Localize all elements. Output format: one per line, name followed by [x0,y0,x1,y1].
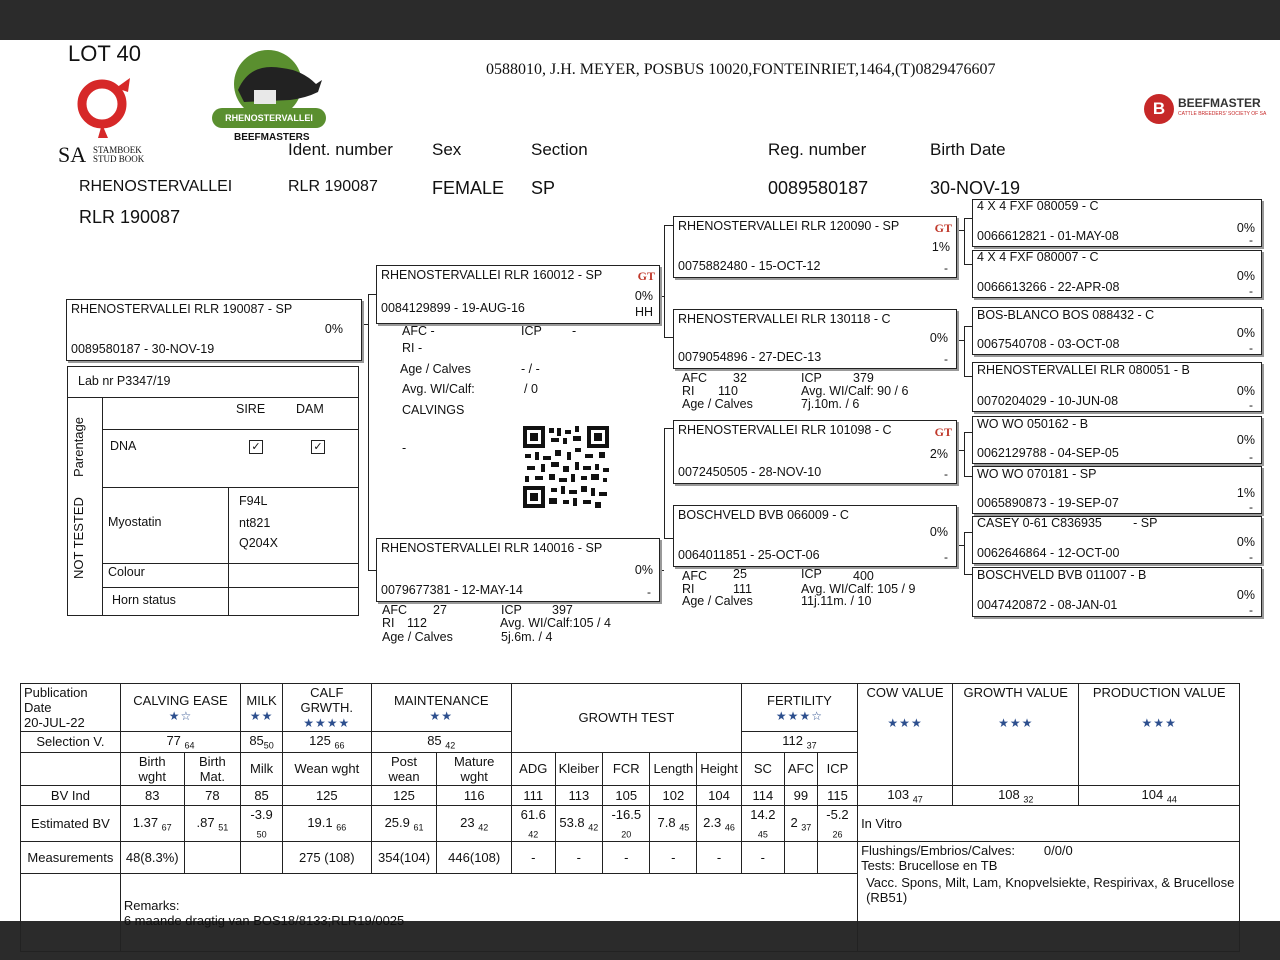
gt-icon: GT [934,221,952,235]
selection-label: Selection V. [21,732,121,753]
remarks-text: 6 maande dragtig van BOS18/8133;RLR19/0025 [123,912,405,928]
ebv-label: Estimated BV [21,806,121,842]
divider [102,487,358,488]
ggp-title: CASEY 0-61 C836935 - SP [977,516,1158,530]
subject-box [66,299,362,361]
gp-afc-label: AFC [682,569,707,583]
ebv-value: .87 $_{51}$ [184,806,241,842]
production-value-stars: ★★★ [1141,716,1177,730]
gp-title: BOSCHVELD BVB 066009 - C [678,508,849,522]
ggp-reg: 0066612821 - 01-MAY-08 [977,229,1119,243]
measurement-value [784,841,817,874]
sire-reg: 0084129899 - 19-AUG-16 [381,301,525,315]
measurement-value: - [511,841,555,874]
horn-label: Horn status [112,593,176,607]
gp-reg: 0064011851 - 25-OCT-06 [678,548,820,562]
blank-cell [21,752,121,785]
calving-ease-header [120,684,240,732]
sire-icp-label: ICP [521,324,542,338]
milk-stars: ★★ [249,708,274,723]
beefmaster-sub: CATTLE BREEDERS' SOCIETY OF SA [1178,111,1267,117]
growth-test-header: GROWTH TEST [511,684,741,753]
maintenance-stars: ★★ [429,708,454,723]
animal-ident: RLR 190087 [288,178,378,195]
sire-title: RHENOSTERVALLEI RLR 160012 - SP [381,268,603,282]
section-header: Section [531,140,588,159]
ggp-dash: - [1249,284,1253,298]
column-header: Height [697,752,742,785]
ebv-value: 7.8 $_{45}$ [650,806,697,842]
connector [368,294,369,570]
bv-value: 111 [511,785,555,806]
ggp-title: 4 X 4 FXF 080059 - C [977,199,1099,213]
sire-icp: - [572,324,577,338]
ggp-dash: - [1249,341,1253,355]
column-header: ADG [511,752,555,785]
bv-cow-value: 103 $_{47}$ [858,785,953,806]
vaccination-cell [858,874,1240,952]
sire-calvings: CALVINGS [402,403,465,417]
measurement-value: - [741,841,784,874]
selection-fert: 112 $_{37}$ [741,732,857,753]
ggp-dash: - [1249,398,1253,412]
grandparent-box [673,216,957,278]
lab-number: Lab nr P3347/19 [78,374,171,388]
dam-ri: 112 [407,616,427,630]
connector [664,428,673,429]
myostatin-q204x: Q204X [239,536,278,550]
ggp-reg: 0066613266 - 22-APR-08 [977,280,1120,294]
sire-box [376,265,660,324]
dam-dna-checkbox: ✓ [311,440,325,454]
column-header: Wean wght [282,752,371,785]
bv-row [21,785,1240,806]
sire-dna-checkbox: ✓ [249,440,263,454]
bv-value: 114 [741,785,784,806]
not-tested-label: NOT TESTED [71,497,86,579]
measurement-value: 354(104) [371,841,437,874]
dna-label: DNA [110,439,137,453]
bv-value: 116 [437,785,511,806]
great-grandparent-box [972,362,1262,412]
bv-value: 102 [650,785,697,806]
gp-title: RHENOSTERVALLEI RLR 101098 - C [678,423,892,437]
grandparent-box [673,505,957,567]
connector [964,476,972,477]
dam-age: 5j.6m. / 4 [501,630,553,644]
ggp-dash: - [1249,450,1253,464]
sex-header: Sex [432,140,462,159]
lot-number: LOT 40 [68,41,141,66]
sire-afc: AFC - [402,324,435,338]
gp-dash: - [944,352,948,366]
fertility-header [741,684,857,732]
connector [964,218,965,264]
measurement-value [241,841,283,874]
gp-avg: Avg. WI/Calf: 105 / 9 [801,582,916,596]
owner-details: 0588010, J.H. MEYER, POSBUS 10020,FONTEINRIET,1464,(T)0829476607 [486,61,996,78]
cow-value-label: COW VALUE [866,685,944,700]
sire-avg: / 0 [524,382,538,396]
connector [368,570,376,571]
fertility-label: FERTILITY [767,692,832,708]
ggp-title: BOS-BLANCO BOS 088432 - C [977,308,1155,322]
ebv-value: 19.1 $_{66}$ [282,806,371,842]
flushings-value: 0/0/0 [1043,842,1073,858]
column-header: FCR [603,752,650,785]
gp-ri-label: RI [682,582,695,596]
connector [964,574,972,575]
farm-sub: BEEFMASTERS [234,132,310,143]
gp-ri: 110 [718,384,738,398]
ebv-value: -5.2 $_{26}$ [817,806,857,842]
studbook-text1: STAMBOEK [93,145,142,155]
myostatin-label: Myostatin [108,515,162,529]
gp-dash: - [944,467,948,481]
selection-milk: $85_{50}$ [241,732,283,753]
production-value-header [1079,684,1240,786]
animal-name: RHENOSTERVALLEI [79,178,233,195]
great-grandparent-box [972,466,1262,514]
studbook-symbol-icon [58,76,158,142]
connector [964,532,972,533]
column-header: Milk [241,752,283,785]
flushings-label: Flushings/Embrios/Calves: [861,842,1015,858]
dam-avg: Avg. WI/Calf:105 / 4 [500,616,611,630]
ggp-pct: 1% [1236,486,1255,500]
gt-icon: GT [934,425,952,439]
ebv-value: 25.9 $_{61}$ [371,806,437,842]
dam-age-label: Age / Calves [382,630,453,644]
ebv-value: 2.3 $_{46}$ [697,806,742,842]
gp-icp-label: ICP [801,371,822,385]
production-value-label: PRODUCTION VALUE [1092,685,1226,700]
connector [664,225,673,226]
column-header: Length [650,752,697,785]
qr-code-icon [523,426,609,508]
sire-hh: HH [634,305,653,319]
top-bar [0,0,1280,40]
dam-dash: - [647,585,651,599]
sire-label: SIRE [236,402,266,416]
ggp-reg: 0067540708 - 03-OCT-08 [977,337,1120,351]
flushings-cell [858,841,1240,874]
gp-ri-label: RI [682,384,695,398]
ggp-dash: - [1249,233,1253,247]
connector [664,538,673,539]
gp-pct: 2% [929,447,948,461]
measurement-value: 446(108) [437,841,511,874]
ebv-value: -3.9 $_{50}$ [241,806,283,842]
calving-ease-label: CALVING EASE [133,692,228,708]
animal-birth: 30-NOV-19 [930,178,1021,198]
subject-reg: 0089580187 - 30-NOV-19 [71,342,215,356]
publication-cell [21,684,121,732]
measurement-value [817,841,857,874]
great-grandparent-box [972,307,1262,355]
measurement-value: - [697,841,742,874]
in-vitro-label: In Vitro [858,806,1240,842]
farm-logo [210,40,330,148]
myostatin-f94l: F94L [239,494,268,508]
birth-header: Birth Date [930,140,1006,159]
connector [964,326,972,327]
dam-afc: 27 [433,603,447,617]
gp-avg: Avg. WI/Calf: 90 / 6 [801,384,909,398]
ggp-reg: 0062129788 - 04-SEP-05 [977,446,1119,460]
ident-header: Ident. number [288,140,393,159]
great-grandparent-box [972,516,1262,564]
studbook-logo [58,76,158,166]
sire-pct: 0% [634,289,653,303]
measurement-value: 48(8.3%) [120,841,184,874]
growth-value-header [953,684,1079,786]
ebv-value: 14.2 $_{45}$ [741,806,784,842]
divider [68,397,358,398]
ggp-title: RHENOSTERVALLEI RLR 080051 - B [977,363,1190,377]
ggp-pct: 0% [1236,588,1255,602]
blank-cell [21,874,121,952]
dam-icp-label: ICP [501,603,522,617]
connector [964,432,972,433]
great-grandparent-box [972,567,1262,617]
subject-title: RHENOSTERVALLEI RLR 190087 - SP [71,302,293,316]
pub-label: Publication Date [24,685,88,715]
great-grandparent-box [972,250,1262,298]
column-header: Birth wght [120,752,184,785]
connector [964,264,972,265]
bv-value: 125 [282,785,371,806]
gp-age: 7j.10m. / 6 [801,397,860,411]
gp-afc: 25 [733,567,747,581]
dam-pct: 0% [634,563,653,577]
gp-pct: 0% [929,525,948,539]
divider [102,587,358,588]
sire-ri: RI - [402,341,423,355]
measurement-value [184,841,241,874]
measurement-value: - [650,841,697,874]
cow-value-stars: ★★★ [887,716,923,730]
ggp-dash: - [1249,603,1253,617]
divider [102,429,358,430]
dam-ri-label: RI [382,616,395,630]
gp-icp: 400 [853,569,874,583]
gp-reg: 0079054896 - 27-DEC-13 [678,350,822,364]
animal-reg: 0089580187 [768,178,869,198]
ebv-value: -16.5 $_{20}$ [603,806,650,842]
ebv-value: 61.6 $_{42}$ [511,806,555,842]
connector [964,326,965,376]
measurement-value: - [555,841,602,874]
meas-label: Measurements [21,841,121,874]
gp-age-label: Age / Calves [682,397,753,411]
sire-avg-label: Avg. WI/Calf: [402,382,475,396]
column-header: SC [741,752,784,785]
connector [964,376,972,377]
sire-age-label: Age / Calves [400,362,471,376]
ebv-value: 1.37 $_{67}$ [120,806,184,842]
bv-value: 78 [184,785,241,806]
animal-section: SP [531,178,556,198]
tests-text: Tests: Brucellose en TB [861,857,998,873]
performance-table [20,683,1240,952]
great-grandparent-box [972,199,1262,247]
milk-label: MILK [246,692,277,708]
column-header: AFC [784,752,817,785]
selection-ce: 77 $_{64}$ [120,732,240,753]
maintenance-header [371,684,511,732]
gp-title: RHENOSTERVALLEI RLR 120090 - SP [678,219,900,233]
ggp-pct: 0% [1236,326,1255,340]
divider [102,563,358,564]
reg-header: Reg. number [768,140,867,159]
measurements-row [21,841,1240,874]
beefmaster-b-icon: B [1144,94,1174,124]
ebv-value: 2 $_{37}$ [784,806,817,842]
pub-date: 20-JUL-22 [24,715,85,730]
great-grandparent-box [972,416,1262,464]
ggp-pct: 0% [1236,535,1255,549]
column-header: Kleiber [555,752,602,785]
connector [368,294,376,295]
gp-afc: 32 [733,371,747,385]
gt-icon: GT [637,269,655,283]
connector [664,337,673,338]
gp-title: RHENOSTERVALLEI RLR 130118 - C [678,312,891,326]
dam-afc-label: AFC [382,603,407,617]
bv-value: 115 [817,785,857,806]
ebv-value: 53.8 $_{42}$ [555,806,602,842]
dam-reg: 0079677381 - 12-MAY-14 [381,583,523,597]
maintenance-label: MAINTENANCE [393,692,489,708]
bv-value: 85 [241,785,283,806]
gp-reg: 0072450505 - 28-NOV-10 [678,465,822,479]
animal-sex: FEMALE [432,178,505,198]
beefmaster-logo [1144,94,1268,126]
fertility-stars: ★★★☆ [775,708,823,723]
measurement-value: - [603,841,650,874]
growth-value-stars: ★★★ [998,716,1034,730]
bv-value: 113 [555,785,602,806]
gp-age-label: Age / Calves [682,594,753,608]
ggp-reg: 0047420872 - 08-JAN-01 [977,598,1118,612]
dam-box [376,538,660,602]
bv-value: 83 [120,785,184,806]
gp-pct: 1% [931,240,950,254]
divider [228,487,229,615]
growth-value-label: GROWTH VALUE [963,685,1068,700]
bv-production-value: 104 $_{44}$ [1079,785,1240,806]
connector [964,532,965,574]
connector [664,225,665,337]
animal-name-2: RLR 190087 [79,207,181,227]
studbook-text2: STUD BOOK [93,154,145,164]
ggp-reg: 0062646864 - 12-OCT-00 [977,546,1120,560]
sire-age: - / - [521,362,540,376]
dam-label: DAM [296,402,324,416]
calf-growth-stars: ★★★★ [303,716,351,730]
ggp-pct: 0% [1236,433,1255,447]
beefmaster-name: BEEFMASTER [1178,96,1261,110]
dam-title: RHENOSTERVALLEI RLR 140016 - SP [381,541,603,555]
grandparent-box [673,309,957,369]
bv-value: 99 [784,785,817,806]
gp-ri: 111 [733,582,753,596]
gp-afc-label: AFC [682,371,707,385]
studbook-sa: SA [58,142,87,167]
ebv-row [21,806,1240,842]
calving-ease-stars: ★☆ [168,708,193,723]
calf-growth-label: CALF GRWTH. [300,685,354,715]
dam-icp: 397 [552,603,573,617]
selection-mt: 85 $_{42}$ [371,732,511,753]
gp-dash: - [944,261,948,275]
ggp-title: 4 X 4 FXF 080007 - C [977,250,1099,264]
lab-panel [67,366,359,616]
connector [664,428,665,538]
ebv-value: 23 $_{42}$ [437,806,511,842]
gp-reg: 0075882480 - 15-OCT-12 [678,259,821,273]
bv-value: 104 [697,785,742,806]
selection-cg: 125 $_{66}$ [282,732,371,753]
connector [964,218,972,219]
ggp-dash: - [1249,500,1253,514]
subject-pct: 0% [324,322,343,336]
sire-calvings-val: - [402,441,407,455]
gp-icp: 379 [853,371,874,385]
ggp-pct: 0% [1236,221,1255,235]
ggp-title: BOSCHVELD BVB 011007 - B [977,568,1147,582]
milk-header [241,684,283,732]
vaccination-text: Vacc. Spons, Milt, Lam, Knopvelsiekte, Respirivax, & Brucellose (RB51) [866,874,1235,905]
ggp-title: WO WO 070181 - SP [977,467,1097,481]
remarks-cell [120,874,857,952]
ggp-pct: 0% [1236,384,1255,398]
measurement-value: 275 (108) [282,841,371,874]
gp-dash: - [944,550,948,564]
ggp-reg: 0070204029 - 10-JUN-08 [977,394,1119,408]
remarks-label: Remarks: [123,897,180,913]
colour-label: Colour [108,565,145,579]
calf-growth-header [282,684,371,732]
ggp-pct: 0% [1236,269,1255,283]
connector [964,432,965,476]
parentage-label: Parentage [71,417,86,477]
cow-value-header [858,684,953,786]
ggp-reg: 0065890873 - 19-SEP-07 [977,496,1119,510]
ggp-dash: - [1249,550,1253,564]
bv-value: 105 [603,785,650,806]
bv-value: 125 [371,785,437,806]
myostatin-nt821: nt821 [239,516,271,530]
ggp-title: WO WO 050162 - B [977,417,1089,431]
gp-age: 11j.11m. / 10 [801,594,872,608]
gp-pct: 0% [929,331,948,345]
column-header: Post wean [371,752,437,785]
column-header: ICP [817,752,857,785]
gp-icp-label: ICP [801,567,822,581]
column-header: Birth Mat. [184,752,241,785]
farm-banner: RHENOSTERVALLEI [212,108,326,128]
grandparent-box [673,420,957,484]
column-header: Mature wght [437,752,511,785]
bv-growth-value: 108 $_{32}$ [953,785,1079,806]
bv-label: BV Ind [21,785,121,806]
